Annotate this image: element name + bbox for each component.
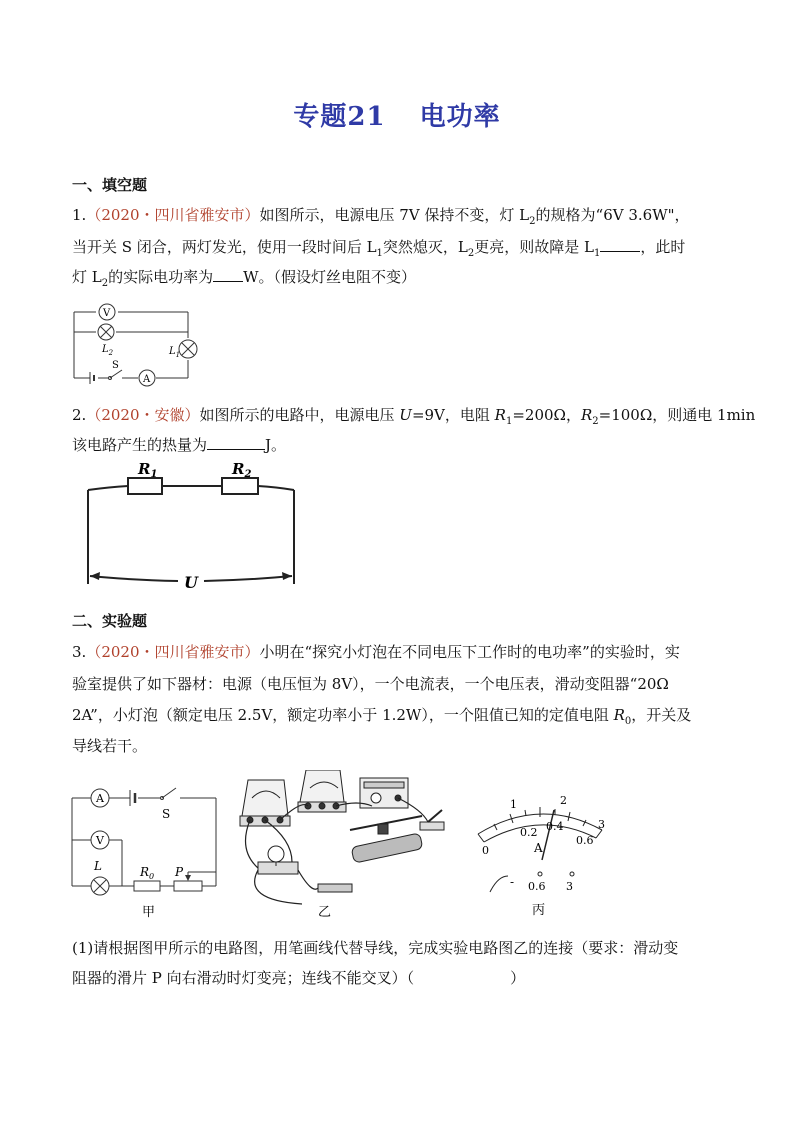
q3-source: （2020・四川省雅安市） [86,643,260,661]
sub: 2 [467,248,475,259]
q3-text: ，开关及 [631,706,692,724]
scale-bottom-0: 0 [482,844,489,857]
fig1-l2-label: $L_2$ [102,344,114,357]
q3-sub-text: 阻器的滑片 P 向右滑动时灯变亮；连线不能交叉）（ [72,969,415,987]
q2-line1 [72,404,755,427]
scale-top-2: 2 [560,794,567,807]
dial-needle [542,810,554,860]
q2-number: 2. [72,406,87,424]
q3-sub1-line1 [72,937,678,958]
q3-text: 验室提供了如下器材：电源（电压恒为 8V），一个电流表，一个电压表，滑动变阻器“20Ω [72,675,669,693]
fig2-r1-label: $R_1$ [138,462,158,480]
sub: 1 [376,248,383,259]
q2-text: J。 [265,436,287,454]
scale-bottom-06: 0.6 [576,834,594,847]
q3-line1 [72,641,680,662]
fig3-caption-a: 甲 [142,905,156,920]
q2-blank[interactable] [207,435,265,450]
power-supply-icon [360,778,408,808]
q1-text: 当开关 S 闭合，两灯发光，使用一段时间后 L [72,238,377,256]
q3-line2 [72,673,669,694]
q2-r: R [580,406,593,424]
q1-text: 灯 L [72,268,102,286]
rheostat-icon [350,816,423,863]
slider-arrow [185,875,191,881]
q2-line2 [72,434,286,455]
q3-ammeter-dial-c [460,790,620,922]
fig3-l-label: L [94,859,102,873]
fig3-s-label: S [162,807,171,821]
q2-circuit-figure [80,462,302,592]
sub: 2 [101,278,109,289]
q3-apparatus-photo-b [232,770,452,922]
q2-source: （2020・安徽） [86,406,200,424]
lamp-l1-icon [179,340,197,358]
q3-sub1-line2 [72,967,525,988]
q2-text: =200Ω， [512,406,581,424]
q3-circuit-diagram-a [64,776,230,920]
q1-text: 更亮，则故障是 L [474,238,594,256]
q1-text: 的实际电功率为 [108,268,214,286]
q1-text: 突然熄灭，L [382,238,468,256]
q1-blank-2[interactable] [213,267,243,282]
sub: 0 [624,716,632,727]
lamp-icon [91,877,109,895]
fig1-v-label: V [103,308,111,319]
q2-text: =9V，电阻 [411,406,495,424]
q1-circuit-figure [68,298,208,388]
title-part2: 电功率 [419,102,501,132]
q3-number: 3. [72,643,87,661]
dial-letter: A [534,841,543,855]
terminal-minus: - [510,875,515,889]
fig1-l1-label: $L_1$ [169,346,181,359]
q1-text: 如图所示，电源电压 7V 保持不变，灯 L [259,206,530,224]
q1-line2 [72,236,685,259]
fig3-r0-label: $R_0$ [140,865,155,881]
scale-top-1: 1 [510,798,517,811]
page-title [0,96,794,133]
title-part1: 专题21 [293,102,386,132]
sub: 1 [505,416,513,427]
scale-top-3: 3 [598,818,605,831]
q2-text: 该电路产生的热量为 [72,436,208,454]
q2-text: =100Ω，则通电 1min [598,406,756,424]
switch-icon [109,370,123,380]
q2-text: 如图所示的电路中，电源电压 [199,406,400,424]
fig3-caption-c: 丙 [532,903,546,918]
q1-text: ，此时 [640,238,686,256]
q1-blank-1[interactable] [600,237,640,252]
fig2-r2-label: $R_2$ [232,462,252,480]
resistor-device-icon [318,884,352,892]
q3-sub-text: ） [510,969,526,987]
q3-text: 小明在“探究小灯泡在不同电压下工作时的电功率”的实验时，实 [259,643,680,661]
switch-icon [161,788,177,800]
fig3-a-label: A [96,792,104,805]
fig2-u-label: U [184,573,198,592]
q3-r0: R [613,706,625,724]
q2-u: U [399,406,412,424]
fig3-p-label: P [175,865,184,879]
battery-icon [90,372,94,384]
q2-r: R [494,406,506,424]
q3-line3 [72,704,691,727]
terminal-3: 3 [566,880,573,893]
q3-text: 导线若干。 [72,737,148,755]
battery-icon [130,790,135,806]
q3-line4 [72,735,147,756]
q1-text: W。（假设灯丝电阻不变） [243,268,417,286]
sub: 1 [594,248,601,259]
lamp-l2-icon [98,324,114,340]
sub: 2 [529,216,536,227]
q1-source: （2020・四川省雅安市） [86,206,260,224]
q1-line3 [72,266,416,289]
ammeter-device-icon [240,780,290,826]
scale-bottom-02: 0.2 [520,826,538,839]
scale-bottom-04: 0.4 [546,820,564,833]
q1-line1 [72,204,690,227]
q1-number: 1. [72,206,87,224]
section-experiment: 二、实验题 [72,612,148,630]
q3-text: 2A”，小灯泡（额定电压 2.5V，额定功率小于 1.2W），一个阻值已知的定值电阻 [72,706,614,724]
fig3-caption-b: 乙 [318,905,332,920]
sub: 2 [592,416,599,427]
fig3-v-label: V [96,834,104,847]
fig1-s-label: S [112,360,119,371]
q1-text: 的规格为“6V 3.6W"， [535,206,690,224]
fig1-a-label: A [143,374,151,385]
q3-sub-text: (1)请根据图甲所示的电路图，用笔画线代替导线，完成实验电路图乙的连接（要求：滑动变 [72,939,679,957]
terminal-06: 0.6 [528,880,546,893]
switch-device-icon [420,810,444,830]
section-fill-in: 一、填空题 [72,176,148,194]
